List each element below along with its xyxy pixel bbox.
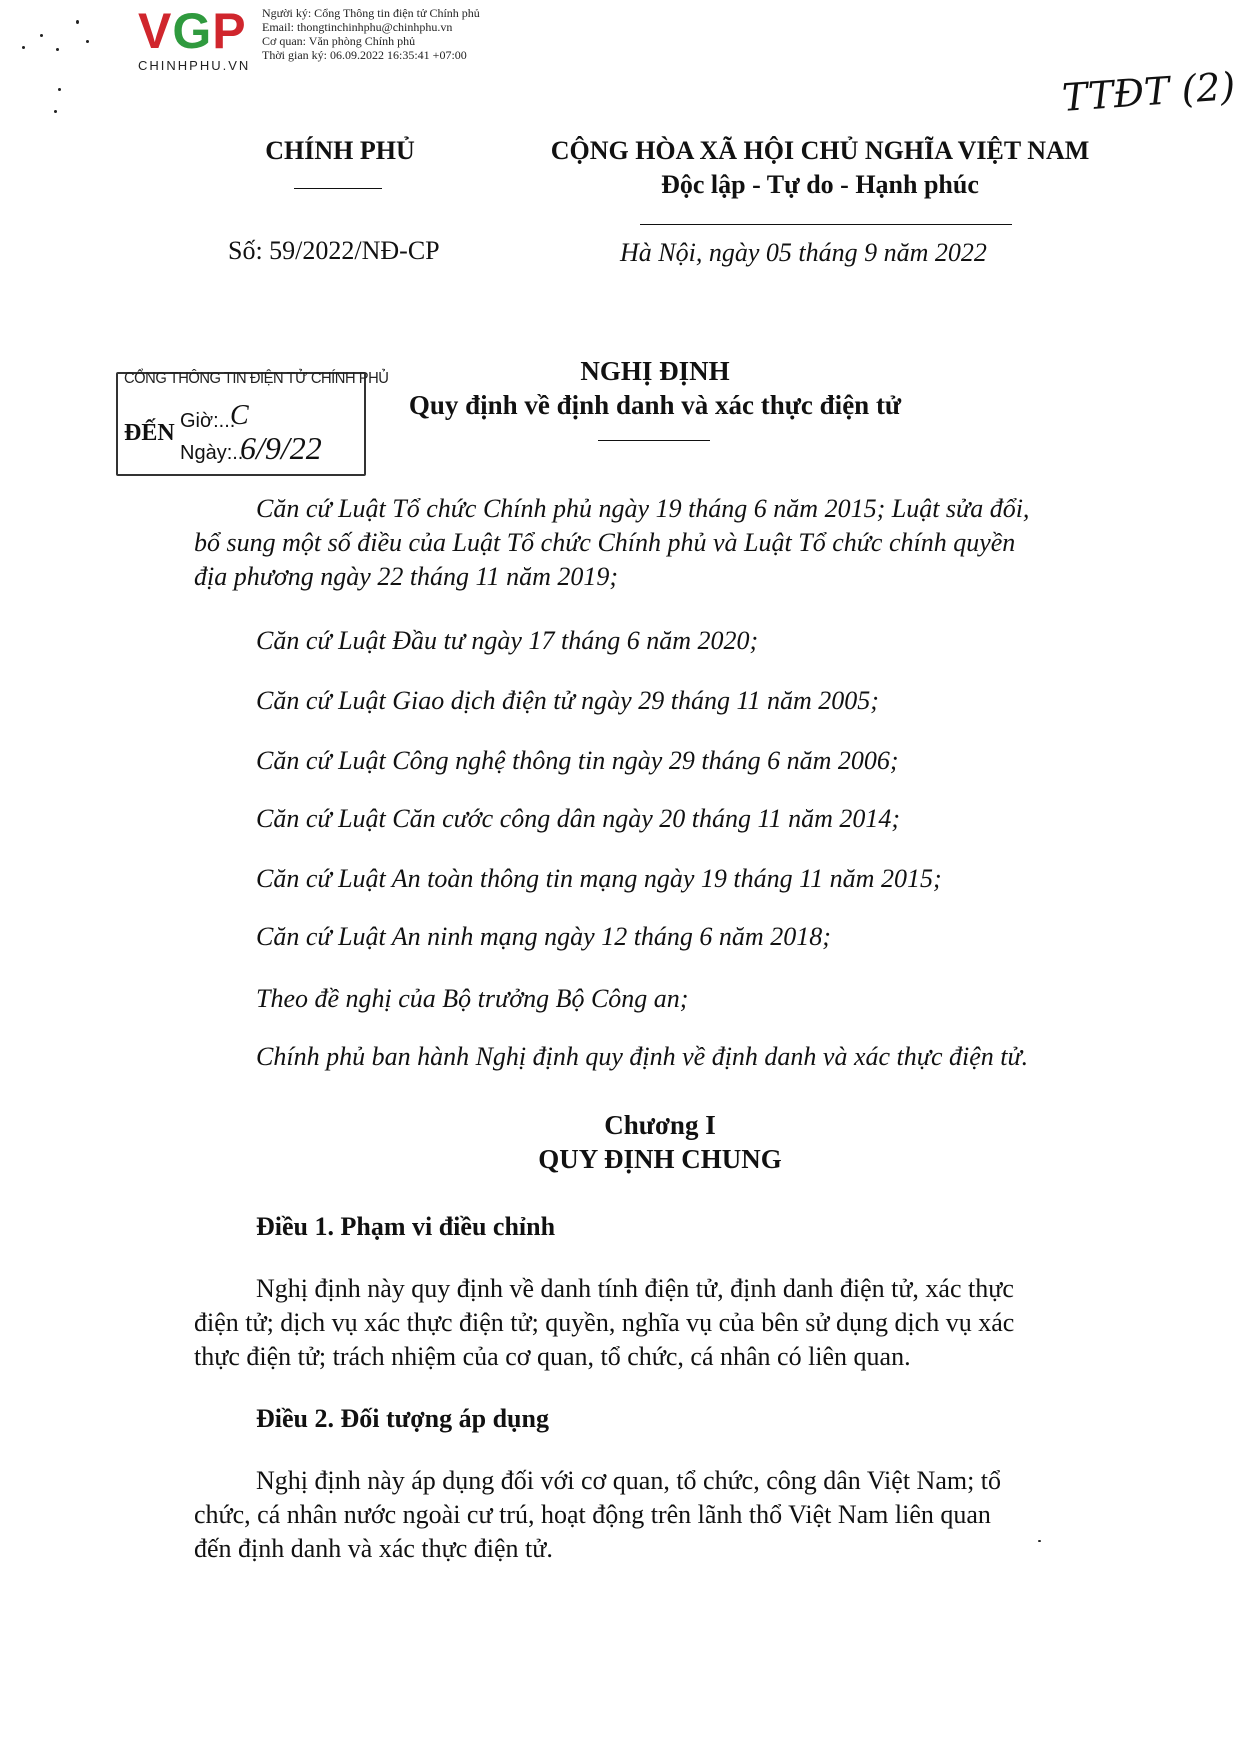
stamp-handwritten-date: 6/9/22 [240, 430, 322, 466]
logo-letter-v: V [138, 3, 173, 59]
decree-subject: Quy định về định danh và xác thực điện tử [408, 390, 902, 420]
article-1-body [194, 1272, 1124, 1374]
republic-name: CỘNG HÒA XÃ HỘI CHỦ NGHĨA VIỆT NAM [550, 136, 1090, 165]
scan-speck [58, 88, 61, 91]
stamp-received-label: ĐẾN [124, 420, 175, 446]
scan-speck [56, 48, 59, 51]
signature-time: Thời gian ký: 06.09.2022 16:35:41 +07:00 [262, 48, 467, 62]
article-1-line: điện tử; dịch vụ xác thực điện tử; quyền, nghĩa vụ của bên sử dụng dịch vụ xác [194, 1308, 1015, 1337]
article-1-line: Nghị định này quy định về danh tính điện tử, định danh điện tử, xác thực [256, 1274, 1014, 1303]
article-1-heading: Điều 1. Phạm vi điều chỉnh [256, 1212, 556, 1241]
logo-subtitle: CHINHPHU.VN [138, 58, 251, 73]
signature-email: Email: thongtinchinhphu@chinhphu.vn [262, 20, 453, 34]
scan-speck [22, 46, 25, 49]
title-underline [598, 440, 710, 441]
basis-item: Theo đề nghị của Bộ trưởng Bộ Công an; [256, 984, 689, 1013]
article-1-line: thực điện tử; trách nhiệm của cơ quan, tổ chức, cá nhân có liên quan. [194, 1342, 911, 1371]
chapter-title: QUY ĐỊNH CHUNG [538, 1144, 782, 1174]
scan-speck [54, 110, 57, 113]
basis-item: Căn cứ Luật An toàn thông tin mạng ngày 19 tháng 11 năm 2015; [256, 864, 942, 893]
basis-item: Căn cứ Luật Giao dịch điện tử ngày 29 tháng 11 năm 2005; [256, 686, 879, 715]
basis-line: Căn cứ Luật Tổ chức Chính phủ ngày 19 tháng 6 năm 2015; Luật sửa đổi, [256, 494, 1030, 523]
scan-speck [40, 34, 43, 37]
stamp-hour-mark: C [230, 400, 249, 431]
basis-item: Căn cứ Luật Công nghệ thông tin ngày 29 tháng 6 năm 2006; [256, 746, 899, 775]
scan-speck [86, 40, 89, 43]
article-2-line: đến định danh và xác thực điện tử. [194, 1534, 553, 1563]
article-2-line: chức, cá nhân nước ngoài cư trú, hoạt động trên lãnh thổ Việt Nam liên quan [194, 1500, 991, 1529]
article-2-line: Nghị định này áp dụng đối với cơ quan, tổ chức, công dân Việt Nam; tổ [256, 1466, 1002, 1495]
stamp-date-label: Ngày:.. [180, 442, 244, 464]
issuer-underline [294, 188, 382, 189]
basis-item: Căn cứ Luật Căn cước công dân ngày 20 tháng 11 năm 2014; [256, 804, 901, 833]
place-and-date: Hà Nội, ngày 05 tháng 9 năm 2022 [620, 238, 987, 267]
logo-letter-g: G [172, 3, 213, 59]
motto-underline [640, 224, 1012, 225]
handwritten-note: TTĐT (2) [1060, 64, 1237, 120]
article-2-heading: Điều 2. Đối tượng áp dụng [256, 1404, 549, 1433]
basis-item: Chính phủ ban hành Nghị định quy định về định danh và xác thực điện tử. [256, 1042, 1029, 1071]
decree-kind: NGHỊ ĐỊNH [580, 356, 730, 386]
issuer-name: CHÍNH PHỦ [265, 136, 415, 165]
article-2-body [194, 1464, 1124, 1566]
chapter-number: Chương I [604, 1110, 716, 1140]
stamp-organization: CỔNG THÔNG TIN ĐIỆN TỬ CHÍNH PHỦ [124, 370, 389, 387]
digital-signature-block [262, 6, 480, 62]
signature-signer: Người ký: Cổng Thông tin điện tử Chính phủ [262, 6, 480, 20]
basis-line: bổ sung một số điều của Luật Tổ chức Chính phủ và Luật Tổ chức chính quyền [194, 528, 1016, 557]
signature-agency: Cơ quan: Văn phòng Chính phủ [262, 34, 416, 48]
national-motto: Độc lập - Tự do - Hạnh phúc [661, 170, 979, 199]
stamp-hour-label: Giờ:... [180, 410, 236, 432]
basis-item: Căn cứ Luật An ninh mạng ngày 12 tháng 6 năm 2018; [256, 922, 831, 951]
vgp-logo [138, 3, 262, 73]
logo-letter-p: P [212, 3, 247, 59]
basis-line: địa phương ngày 22 tháng 11 năm 2019; [194, 562, 619, 591]
scan-speck [76, 20, 79, 24]
document-number: Số: 59/2022/NĐ-CP [228, 236, 440, 265]
basis-item: Căn cứ Luật Đầu tư ngày 17 tháng 6 năm 2020; [256, 626, 759, 655]
